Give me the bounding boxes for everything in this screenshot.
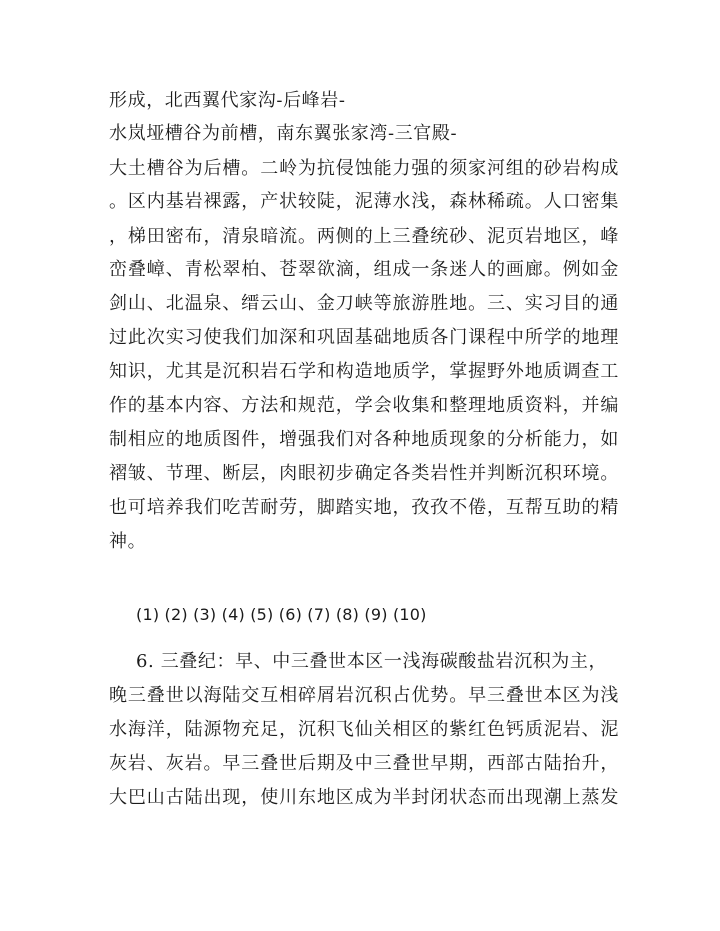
text-line: 6. 三叠纪：早、中三叠世本区一浅海碳酸盐岩沉积为主， (136, 651, 608, 672)
text-line: 峦叠嶂、青松翠柏、苍翠欲滴，组成一条迷人的画廊。例如金 (109, 259, 619, 280)
text-line: 大土槽谷为后槽。二岭为抗侵蚀能力强的须家河组的砂岩构成 (109, 158, 619, 179)
reference-numbers: (1) (2) (3) (4) (5) (6) (7) (8) (9) (10) (136, 605, 427, 624)
text-line: 作的基本内容、方法和规范，学会收集和整理地质资料，并编 (109, 395, 619, 416)
text-line: 。区内基岩裸露，产状较陡，泥薄水浅，森林稀疏。人口密集 (109, 191, 619, 212)
text-line: 制相应的地质图件，增强我们对各种地质现象的分析能力，如 (109, 429, 619, 450)
text-line: 大巴山古陆出现，使川东地区成为半封闭状态而出现潮上蒸发 (109, 787, 619, 808)
text-line: 灰岩、灰岩。早三叠世后期及中三叠世早期，西部古陆抬升， (109, 753, 619, 774)
text-line: 知识，尤其是沉积岩石学和构造地质学，掌握野外地质调查工 (109, 361, 619, 382)
text-line: 剑山、北温泉、缙云山、金刀峡等旅游胜地。三、实习目的通 (109, 293, 619, 314)
text-line: 过此次实习使我们加深和巩固基础地质各门课程中所学的地理 (109, 327, 619, 348)
text-line: 晚三叠世以海陆交互相碎屑岩沉积占优势。早三叠世本区为浅 (109, 685, 619, 706)
text-line: 也可培养我们吃苦耐劳，脚踏实地，孜孜不倦，互帮互助的精 (109, 497, 619, 518)
text-line: ，梯田密布，清泉暗流。两侧的上三叠统砂、泥页岩地区，峰 (109, 226, 619, 247)
text-line: 褶皱、节理、断层，肉眼初步确定各类岩性并判断沉积环境。 (109, 463, 619, 484)
text-line: 神。 (109, 531, 147, 552)
text-line: 水岚垭槽谷为前槽，南东翼张家湾-三官殿- (109, 123, 458, 144)
text-line: 水海洋，陆源物充足，沉积飞仙关相区的紫红色钙质泥岩、泥 (109, 719, 619, 740)
text-line: 形成，北西翼代家沟-后峰岩- (109, 90, 346, 111)
